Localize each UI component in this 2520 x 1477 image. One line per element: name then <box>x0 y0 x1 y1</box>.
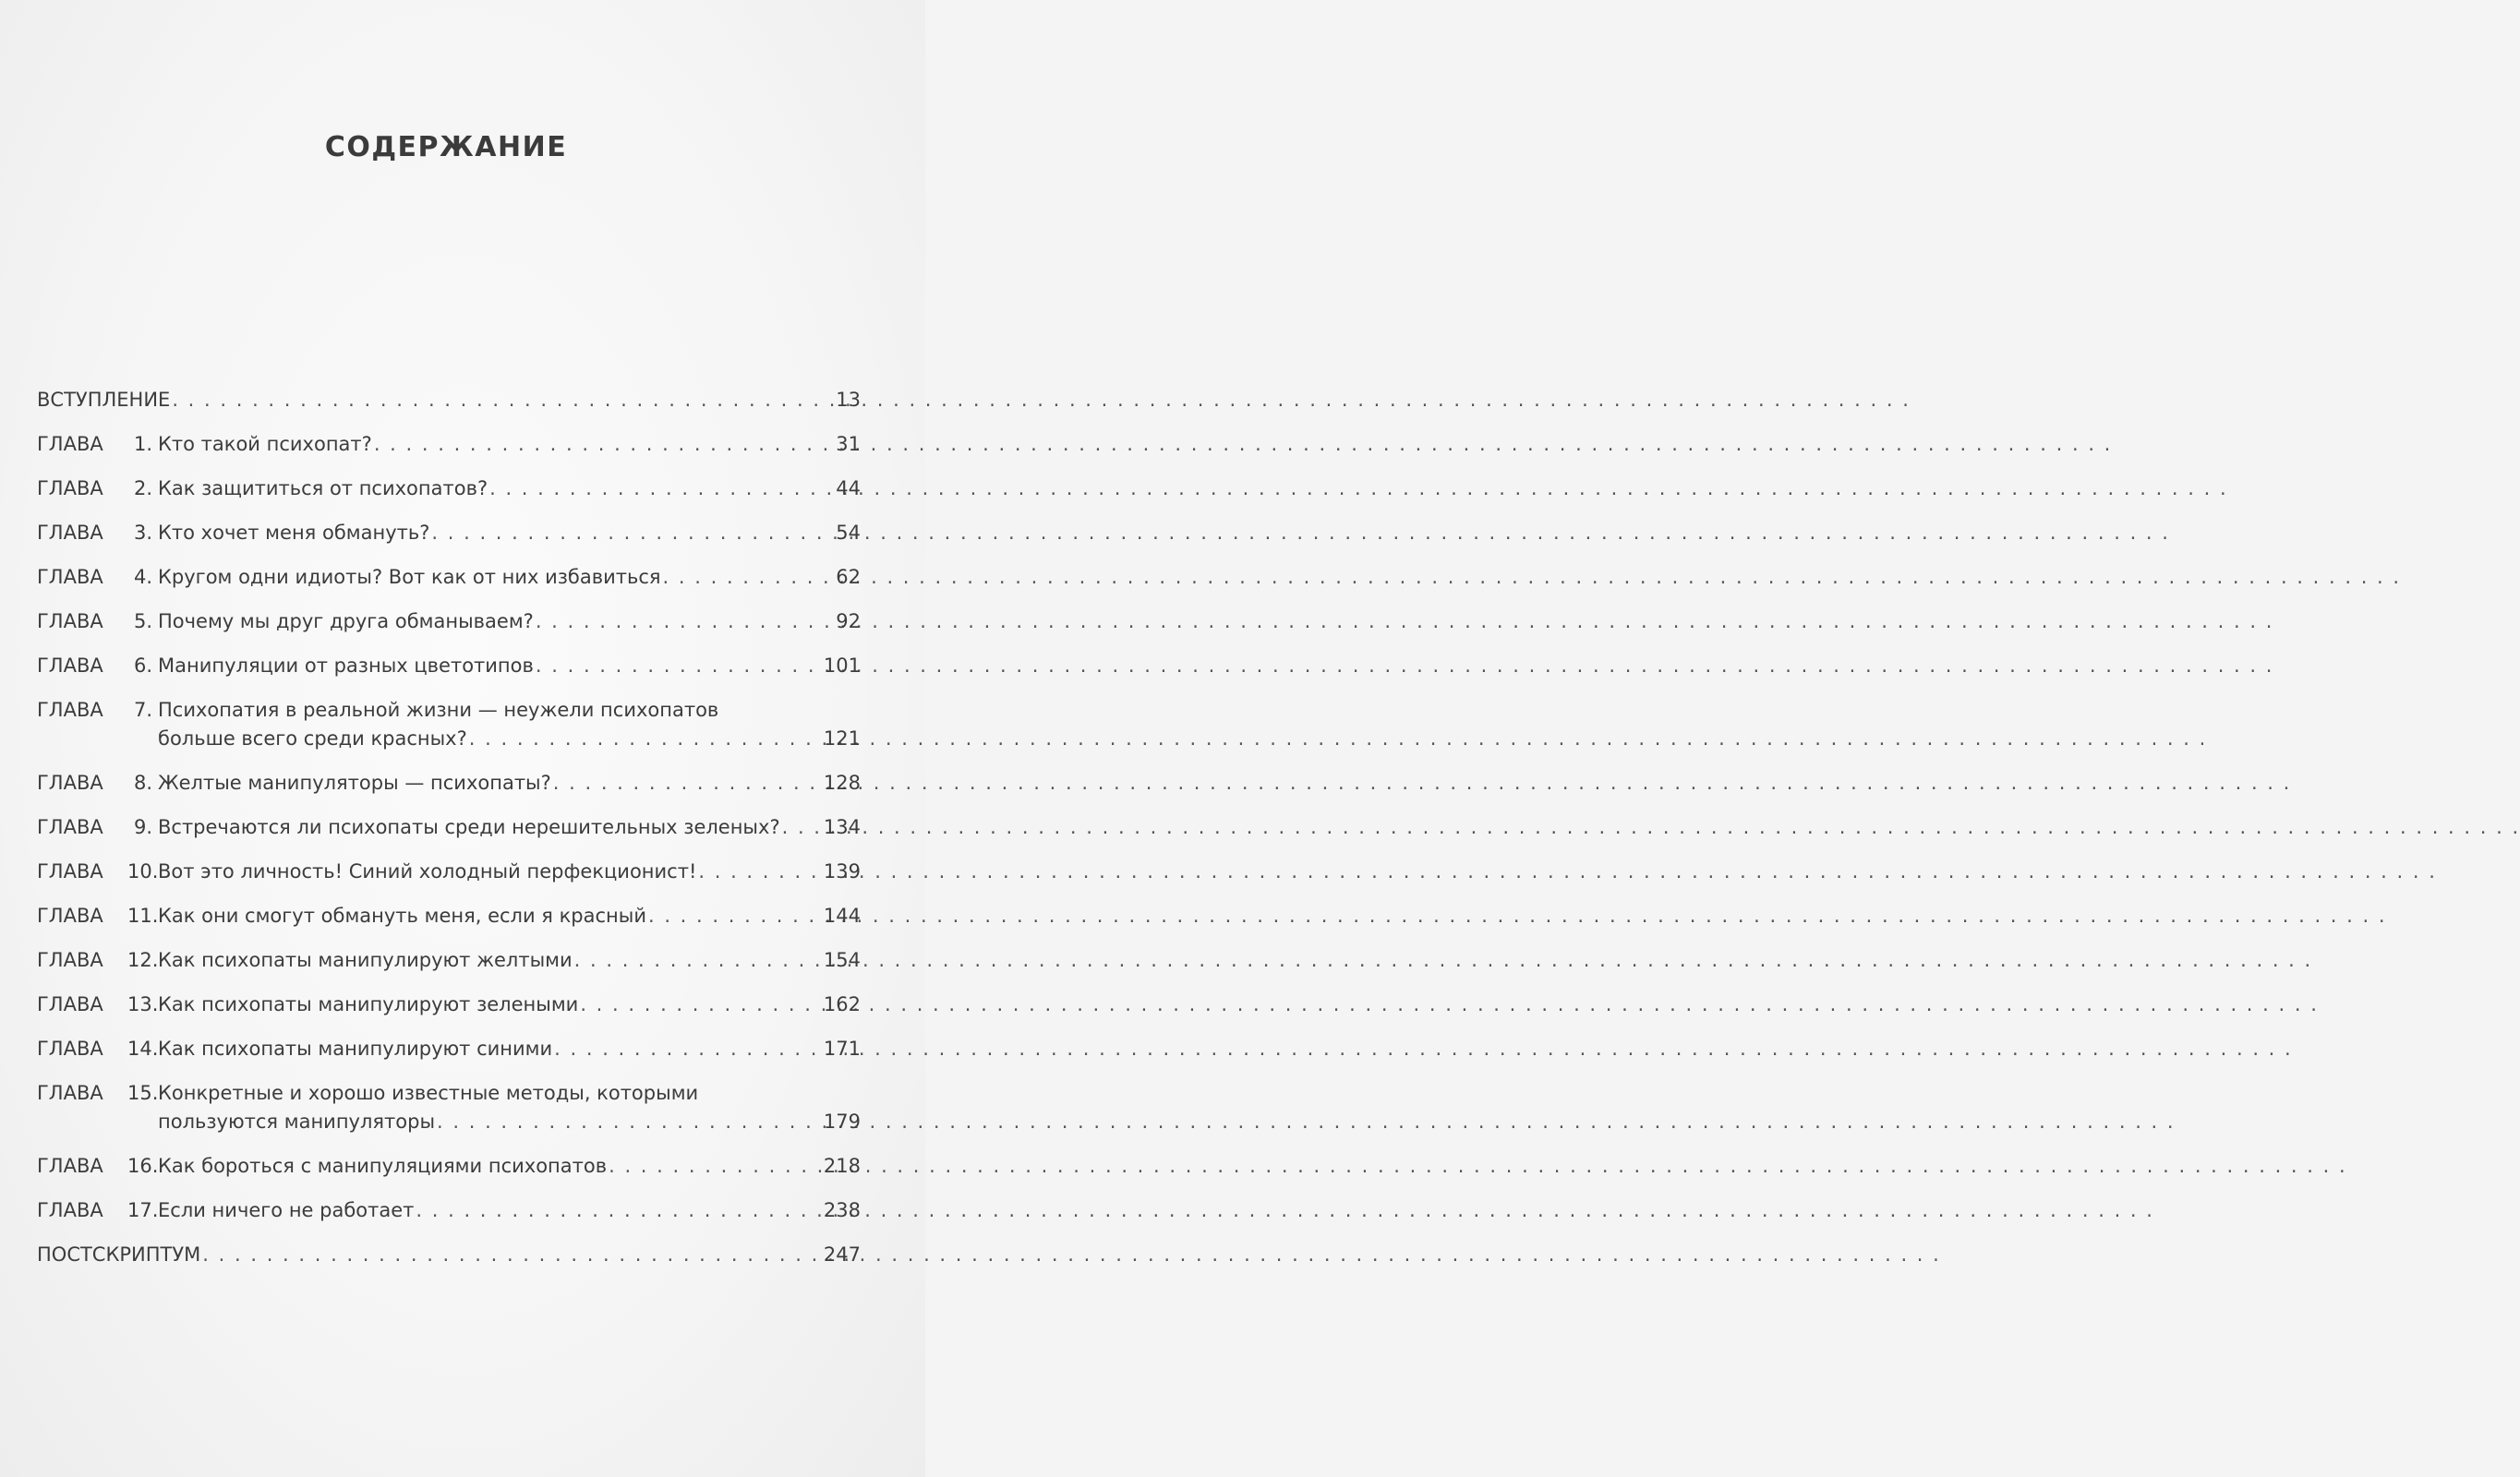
page-number: 154 <box>823 949 861 971</box>
chapter-label: ГЛАВА <box>37 522 103 544</box>
chapter-number: 3. <box>133 522 152 544</box>
dot-leader <box>374 430 827 459</box>
entry-title: Как психопаты манипулируют желтыми <box>158 949 573 971</box>
dot-leader <box>782 813 822 842</box>
chapter-number: 17. <box>127 1199 159 1221</box>
dot-leader <box>580 991 822 1019</box>
chapter-label: ГЛАВА <box>37 993 103 1015</box>
dot-leader <box>574 946 822 975</box>
entry-title: Желтые манипуляторы — психопаты? <box>158 772 551 794</box>
page-number: 13 <box>836 389 861 411</box>
dot-leader <box>648 902 822 931</box>
toc-entry-chapter-11[interactable] <box>37 902 861 931</box>
entry-title: Если ничего не работает <box>158 1199 415 1221</box>
entry-title: ВСТУПЛЕНИЕ <box>37 389 171 411</box>
entry-title: Как психопаты манипулируют зелеными <box>158 993 579 1015</box>
toc-entry-chapter-4[interactable] <box>37 563 861 592</box>
toc-entry-chapter-10[interactable] <box>37 858 861 886</box>
dot-leader <box>609 1152 822 1181</box>
chapter-number: 15. <box>127 1082 159 1104</box>
page-number: 238 <box>823 1199 861 1221</box>
chapter-label: ГЛАВА <box>37 477 103 499</box>
toc-entry-chapter-15[interactable] <box>37 1079 861 1136</box>
toc-entry-chapter-5[interactable] <box>37 607 861 636</box>
book-page <box>0 0 925 1477</box>
chapter-number: 9. <box>133 816 152 838</box>
chapter-number: 6. <box>133 654 152 677</box>
chapter-number: 5. <box>133 610 152 632</box>
chapter-number: 12. <box>127 949 159 971</box>
page-number: 179 <box>823 1111 861 1133</box>
entry-title: Как они смогут обмануть меня, если я красный <box>158 905 646 927</box>
chapter-number: 10. <box>127 860 159 883</box>
chapter-label: ГЛАВА <box>37 816 103 838</box>
dot-leader <box>554 1035 822 1063</box>
page-number: 62 <box>836 566 861 588</box>
entry-title: Почему мы друг друга обманываем? <box>158 610 534 632</box>
chapter-number: 11. <box>127 905 159 927</box>
dot-leader <box>437 1108 822 1136</box>
entry-title-line-2: больше всего среди красных? <box>158 727 467 750</box>
chapter-label: ГЛАВА <box>37 1082 103 1104</box>
entry-title-line-1: Конкретные и хорошо известные методы, которыми <box>158 1082 699 1104</box>
dot-leader <box>431 519 827 547</box>
entry-title: Как защититься от психопатов? <box>158 477 488 499</box>
chapter-label: ГЛАВА <box>37 1155 103 1177</box>
toc-entry-chapter-9[interactable] <box>37 813 861 842</box>
dot-leader <box>489 474 827 503</box>
entry-title: Кругом одни идиоты? Вот как от них избавиться <box>158 566 661 588</box>
chapter-number: 16. <box>127 1155 159 1177</box>
page-number: 218 <box>823 1155 861 1177</box>
page-number: 162 <box>823 993 861 1015</box>
page-number: 44 <box>836 477 861 499</box>
entry-title: Вот это личность! Синий холодный перфекционист! <box>158 860 697 883</box>
toc-entry-chapter-3[interactable] <box>37 519 861 547</box>
entry-title-line-2: пользуются манипуляторы <box>158 1111 436 1133</box>
chapter-number: 1. <box>133 433 152 455</box>
page-title: СОДЕРЖАНИЕ <box>324 131 568 163</box>
toc-entry-chapter-6[interactable] <box>37 652 861 680</box>
dot-leader <box>416 1196 822 1225</box>
chapter-label: ГЛАВА <box>37 610 103 632</box>
toc-entry-chapter-13[interactable] <box>37 991 861 1019</box>
chapter-label: ГЛАВА <box>37 566 103 588</box>
entry-title: Кто хочет меня обмануть? <box>158 522 430 544</box>
toc-entry-introduction[interactable] <box>37 386 861 414</box>
toc-entry-chapter-16[interactable] <box>37 1152 861 1181</box>
chapter-number: 2. <box>133 477 152 499</box>
table-of-contents <box>37 386 861 1285</box>
page-number: 134 <box>823 816 861 838</box>
page-number: 247 <box>823 1243 861 1266</box>
page-number: 92 <box>836 610 861 632</box>
toc-entry-chapter-8[interactable] <box>37 769 861 798</box>
page-number: 128 <box>823 772 861 794</box>
page-number: 139 <box>823 860 861 883</box>
chapter-number: 4. <box>133 566 152 588</box>
entry-title: Как психопаты манипулируют синими <box>158 1038 553 1060</box>
entry-title: Как бороться с манипуляциями психопатов <box>158 1155 608 1177</box>
page-number: 54 <box>836 522 861 544</box>
chapter-label: ГЛАВА <box>37 905 103 927</box>
chapter-number: 14. <box>127 1038 159 1060</box>
chapter-label: ГЛАВА <box>37 860 103 883</box>
chapter-number: 7. <box>133 699 152 721</box>
page-number: 101 <box>823 654 861 677</box>
entry-title-line-1: Психопатия в реальной жизни — неужели психопатов <box>158 699 719 721</box>
page-number: 144 <box>823 905 861 927</box>
page-number: 121 <box>823 727 861 750</box>
entry-title: Манипуляции от разных цветотипов <box>158 654 534 677</box>
entry-title: Кто такой психопат? <box>158 433 372 455</box>
entry-title: ПОСТСКРИПТУМ <box>37 1243 201 1266</box>
dot-leader <box>698 858 822 886</box>
toc-entry-chapter-12[interactable] <box>37 946 861 975</box>
chapter-label: ГЛАВА <box>37 1199 103 1221</box>
dot-leader <box>536 607 827 636</box>
chapter-label: ГЛАВА <box>37 433 103 455</box>
toc-entry-postscript[interactable] <box>37 1241 861 1269</box>
toc-entry-chapter-2[interactable] <box>37 474 861 503</box>
page-number: 31 <box>836 433 861 455</box>
entry-title: Встречаются ли психопаты среди нерешительных зеленых? <box>158 816 780 838</box>
chapter-label: ГЛАВА <box>37 654 103 677</box>
dot-leader <box>172 386 827 414</box>
dot-leader <box>663 563 827 592</box>
chapter-label: ГЛАВА <box>37 949 103 971</box>
toc-entry-chapter-14[interactable] <box>37 1035 861 1063</box>
toc-entry-chapter-7[interactable] <box>37 696 861 753</box>
dot-leader <box>553 769 822 798</box>
chapter-number: 13. <box>127 993 159 1015</box>
page-number: 171 <box>823 1038 861 1060</box>
chapter-label: ГЛАВА <box>37 699 103 721</box>
chapter-label: ГЛАВА <box>37 1038 103 1060</box>
toc-entry-chapter-17[interactable] <box>37 1196 861 1225</box>
chapter-label: ГЛАВА <box>37 772 103 794</box>
chapter-number: 8. <box>133 772 152 794</box>
toc-entry-chapter-1[interactable] <box>37 430 861 459</box>
dot-leader <box>536 652 822 680</box>
dot-leader <box>469 725 822 753</box>
dot-leader <box>202 1241 822 1269</box>
